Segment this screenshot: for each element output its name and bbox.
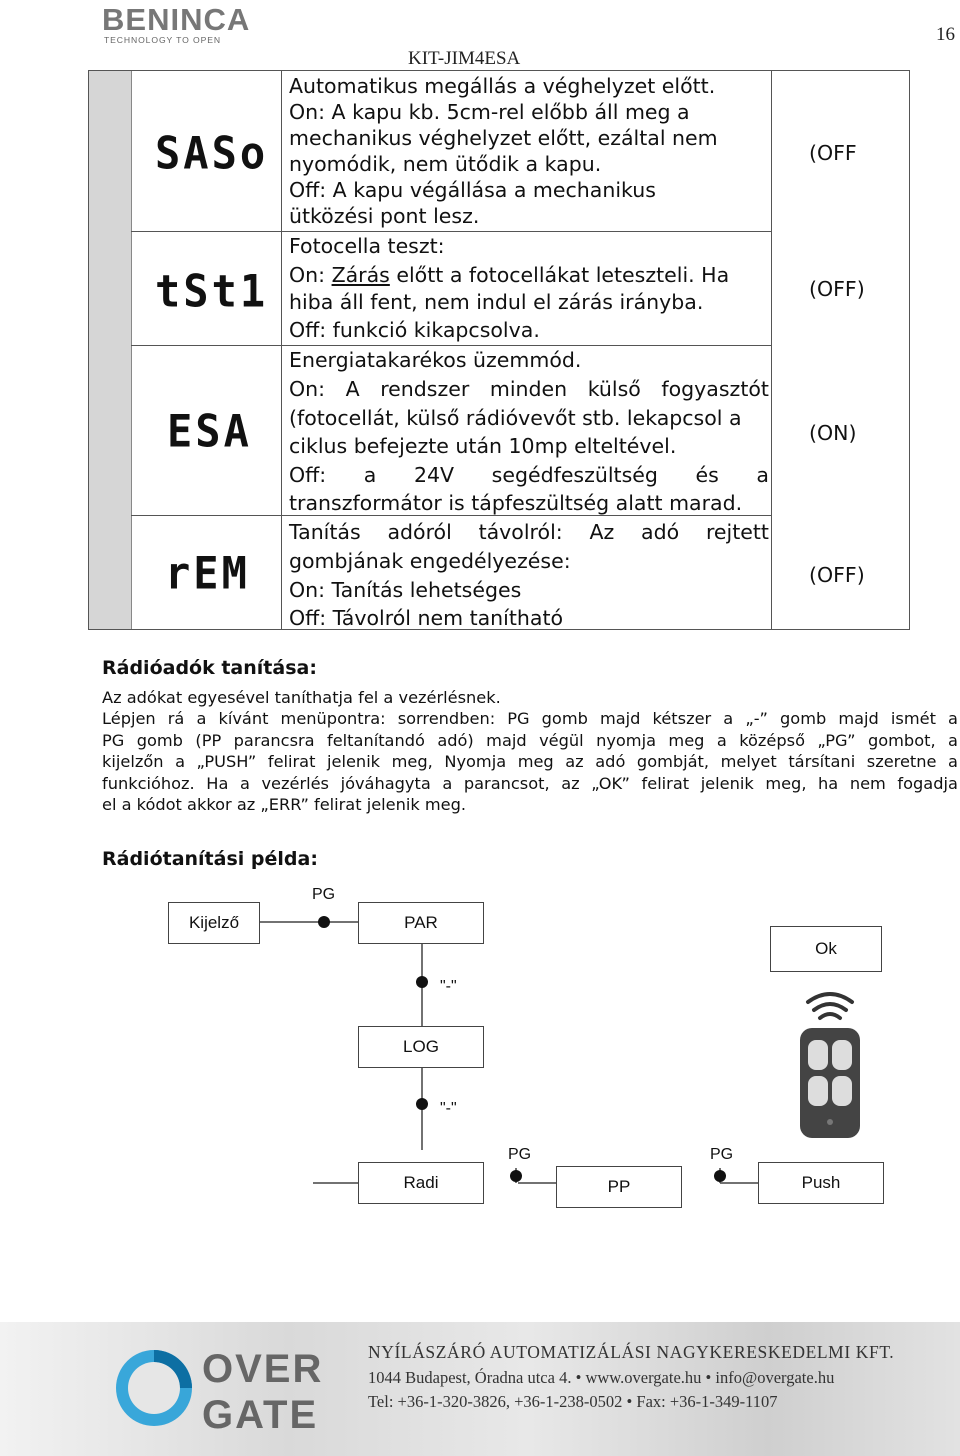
word: gombot, [867,731,936,750]
word: melyet [720,752,777,771]
teaching-diagram [160,880,900,1210]
paragraph-line [102,730,958,751]
setting-desc-line: Energiatakarékos üzemmód. [289,348,582,372]
word: a [175,752,185,771]
word: az [565,752,584,771]
default-value: (ON) [809,421,857,445]
paragraph-line: Az adókat egyesével taníthatja fel a vezérlésnek. [102,688,501,707]
setting-desc-line: transzformátor is tápfeszültség alatt marad. [289,491,743,515]
word: a [239,774,250,793]
word: A [345,377,360,401]
word: parancsot, [463,774,550,793]
word: nyomja [596,731,656,750]
word: Ha [206,774,229,793]
footer-phones: Tel: +36-1-320-3826, +36-1-238-0502 • Fax: +36-1-349-1107 [368,1392,778,1411]
word: ha [818,774,839,793]
beninca-logo [102,2,254,48]
word: nem [849,774,886,793]
word: majd [838,709,879,728]
word: fogyasztót [661,377,769,401]
brand-name: BENINCA [102,2,251,37]
word: a [196,709,207,728]
default-value: (OFF) [809,563,865,587]
paragraph-line [102,751,958,772]
word: adóról [387,520,452,544]
overgate-logo [110,1328,334,1448]
log-box: LOG [358,1026,484,1068]
word: minden [489,377,568,401]
word: 24V [413,463,455,487]
button-dot [416,976,428,988]
ok-box: Ok [770,926,882,972]
setting-desc-line [289,519,769,545]
setting-desc-line: ciklus befejezte után 10mp elteltével. [289,434,677,458]
word: gombját, [636,752,710,771]
word: társítani [788,752,856,771]
button-dot [714,1170,726,1182]
button-dot [318,916,330,928]
word: meg [668,731,705,750]
setting-desc-line: Off: Távolról nem tanítható [289,606,564,630]
button-dot [416,1098,428,1110]
word: menüpontra: [280,709,386,728]
word: „PUSH” [196,752,257,771]
setting-desc-line: Off: A kapu végállása a mechanikus [289,178,656,202]
word: jóváhagyta [340,774,431,793]
remote-control-icon [790,988,870,1148]
word: „-” [745,709,768,728]
push-box: Push [758,1162,884,1204]
lcd-code-esa: ESA [167,405,252,458]
word: meg, [391,752,433,771]
paragraph-line [102,773,958,794]
setting-desc-line: (fotocellát, külső rádióvevőt stb. lekapcsol a [289,406,742,430]
word: fogadja [897,774,958,793]
word: gomb [541,709,588,728]
underlined-word: Zárás [331,263,390,287]
word: majd [599,709,641,728]
word: adó) [437,731,474,750]
setting-desc-line: gombjának engedélyezése: [289,549,571,573]
word: Off: [289,463,327,487]
word: PG [102,731,125,750]
word: jelenik [327,752,381,771]
word: vezérlés [261,774,329,793]
document-code: KIT-JIM4ESA [408,48,521,69]
word: Nyomja [444,752,507,771]
setting-desc-line: On: Zárás előtt a fotocellákat leteszteli. Ha [289,263,730,287]
word: rejtett [705,520,769,544]
settings-table [88,70,910,630]
word: felirat [641,774,690,793]
word: rá [167,709,185,728]
setting-desc-line: nyomódik, nem ütődik a kapu. [289,152,602,176]
word: jelenik [700,774,754,793]
word: (PP [195,731,222,750]
page-number: 16 [936,24,955,45]
word: ismét [890,709,936,728]
word: a [948,709,958,728]
word: a [948,731,958,750]
word: Az [589,520,615,544]
word: „PG” [817,731,856,750]
footer [0,1322,960,1456]
button-dot [510,1170,522,1182]
word: szeretne [866,752,937,771]
lcd-code-saso: SASo [155,127,269,180]
logo-word-bottom: GATE [202,1393,319,1437]
lcd-code-tst1: tSt1 [155,265,269,318]
word: adó [595,752,626,771]
word: adó [641,520,680,544]
radi-box: Radi [358,1162,484,1204]
word: PG [507,709,530,728]
minus-label: "-" [440,1100,457,1117]
logo-word-top: OVER [202,1347,324,1391]
word: gomb [136,731,183,750]
word: középső [739,731,805,750]
footer-company: NYÍLÁSZÁRÓ AUTOMATIZÁLÁSI NAGYKERESKEDELMI KFT. [368,1342,895,1362]
word: feltanítandó [327,731,425,750]
minus-label: "-" [440,978,457,995]
word: felirat [267,752,316,771]
word: és [695,463,719,487]
word: rendszer [380,377,470,401]
word: a [363,463,377,487]
word: Lépjen [102,709,156,728]
word: parancsra [233,731,315,750]
setting-desc-line [289,376,769,402]
word: kívánt [218,709,269,728]
radio-section-title: Rádióadók tanítása: [102,657,317,679]
word: külső [587,377,641,401]
lcd-code-rem: rEM [165,547,250,600]
setting-desc-line: Off: funkció kikapcsolva. [289,318,540,342]
word: sorrendben: [397,709,496,728]
table-margin-strip [89,71,132,629]
pg-label: PG [312,886,336,903]
word: kijelzőn [102,752,164,771]
par-box: PAR [358,902,484,944]
pg-label: PG [508,1146,532,1163]
brand-tagline: TECHNOLOGY TO OPEN [104,35,221,45]
pp-box: PP [556,1166,682,1208]
word: Tanítás [289,520,361,544]
setting-desc-line: On: Tanítás lehetséges [289,578,522,602]
setting-desc-line [289,462,769,488]
word: a [716,731,727,750]
word: kétszer [652,709,712,728]
setting-desc-line: mechanikus véghelyzet előtt, ezáltal nem [289,126,718,150]
word: a [723,709,734,728]
footer-address: 1044 Budapest, Óradna utca 4. • www.overgate.hu • info@overgate.hu [368,1368,835,1387]
word: távolról: [478,520,563,544]
word: meg, [765,774,807,793]
pg-label: PG [710,1146,734,1163]
setting-desc-line: On: A kapu kb. 5cm-rel előbb áll meg a [289,100,690,124]
word: gomb [780,709,827,728]
word: meg [517,752,554,771]
word: a [756,463,769,487]
word: funkcióhoz. [102,774,195,793]
setting-desc-line: Automatikus megállás a véghelyzet előtt. [289,74,716,98]
default-value: (OFF) [809,277,865,301]
paragraph-line [102,708,958,729]
word: a [948,752,958,771]
display-box: Kijelző [168,902,260,944]
word: az [561,774,580,793]
word: végül [539,731,584,750]
setting-desc-line: hiba áll fent, nem indul el zárás irányba. [289,290,704,314]
word: segédfeszültség [491,463,658,487]
paragraph-line: el a kódot akkor az „ERR” felirat jelenik meg. [102,795,467,814]
setting-desc-line: ütközési pont lesz. [289,204,480,228]
example-title: Rádiótanítási példa: [102,848,318,870]
word: On: [289,377,326,401]
word: a [442,774,453,793]
default-value: (OFF [809,141,857,165]
word: majd [486,731,527,750]
setting-desc-line: Fotocella teszt: [289,234,445,258]
word: „OK” [591,774,630,793]
